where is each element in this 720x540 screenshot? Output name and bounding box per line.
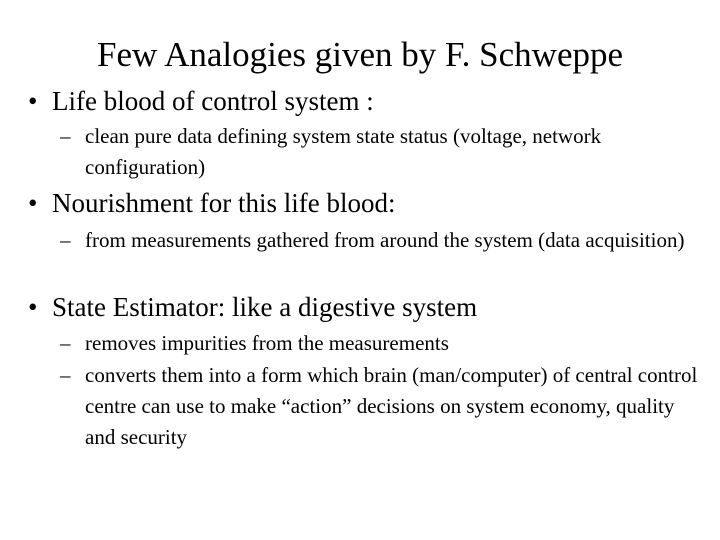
bullet-marker: • [28,292,38,322]
subpoint-converts-them [60,360,700,453]
slide-title: Few Analogies given by F. Schweppe [96,35,624,74]
subpoint-removes-impurities [60,328,700,359]
dash-marker: – [60,331,71,355]
bullet-nourishment [28,186,395,220]
dash-marker: – [60,228,71,252]
subpoint-text: from measurements gathered from around the system (data acquisition) [85,228,685,252]
bullet-text: Nourishment for this life blood: [52,188,396,218]
subpoint-text: clean pure data defining system state status (voltage, network configuration) [85,124,602,179]
bullet-life-blood [28,84,374,118]
subpoint-text: removes impurities from the measurements [85,331,449,355]
dash-marker: – [60,363,71,387]
bullet-text: Life blood of control system : [52,86,374,116]
bullet-marker: • [28,188,38,218]
bullet-text: State Estimator: like a digestive system [52,292,478,322]
bullet-marker: • [28,86,38,116]
subpoint-text: converts them into a form which brain (man/computer) of central control centre can use to make “action” decisions on system economy, quality and security [85,363,698,449]
subpoint-measurements [60,225,700,256]
subpoint-clean-pure-data [60,121,700,183]
bullet-state-estimator [28,290,477,324]
dash-marker: – [60,124,71,148]
